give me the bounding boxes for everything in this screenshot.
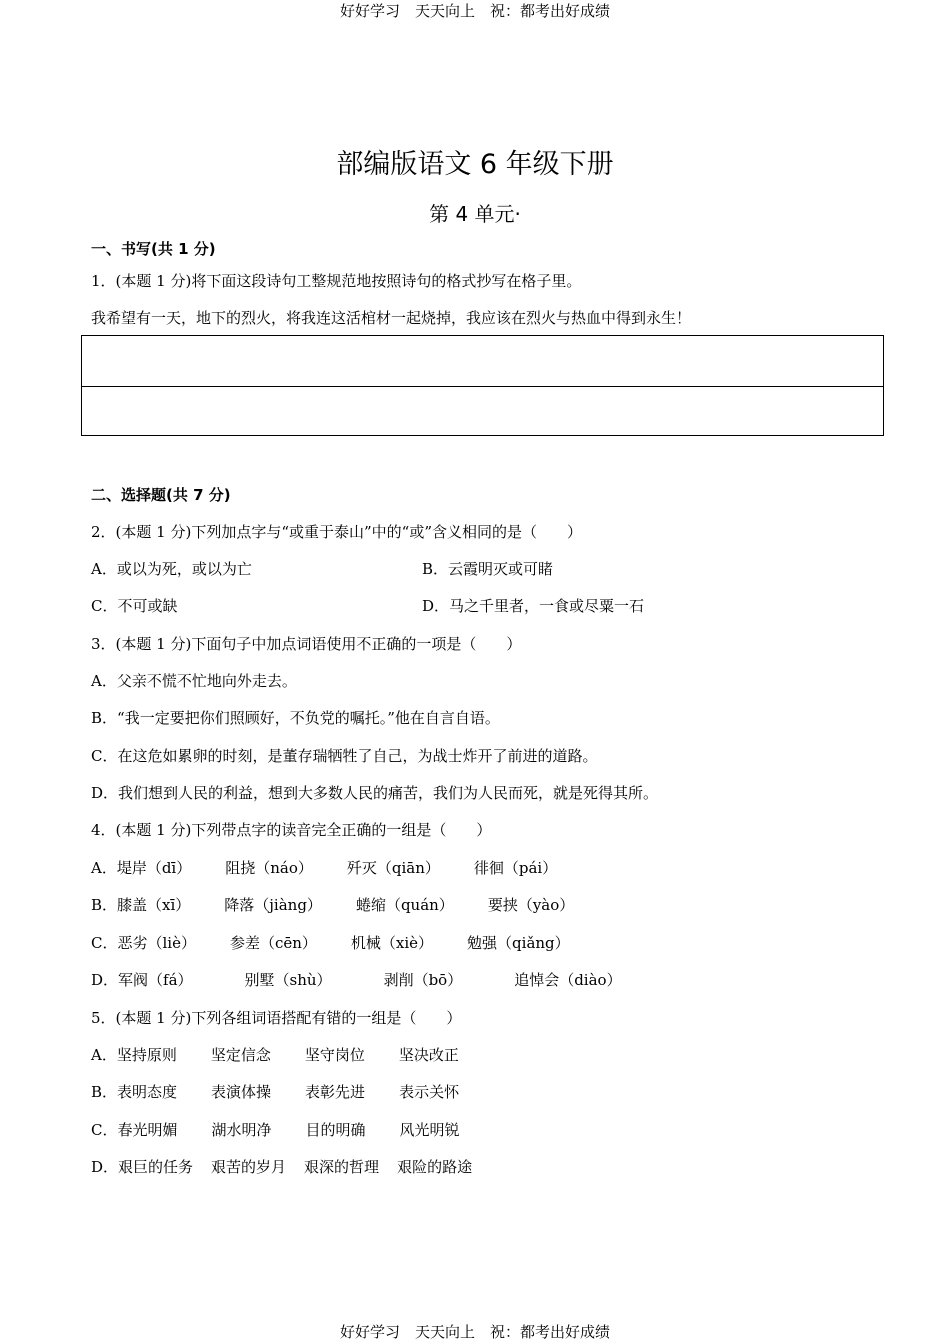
question-2-option-a[interactable]: A．或以为死，或以为亡 <box>91 560 252 578</box>
question-3-option-a[interactable]: A．父亲不慌不忙地向外走去。 <box>91 672 297 690</box>
writing-grid-row-2[interactable] <box>82 386 883 436</box>
question-1-text: 我希望有一天，地下的烈火，将我连这活棺材一起烧掉，我应该在烈火与热血中得到永生！ <box>91 309 692 327</box>
option-item: 风光明锐 <box>399 1121 460 1139</box>
section-writing-heading: 一、书写(共 1 分) <box>91 240 216 258</box>
page-header: 好好学习 天天向上 祝：都考出好成绩 <box>339 2 610 20</box>
option-item: 表演体操 <box>211 1083 272 1101</box>
question-4-option-a[interactable] <box>91 857 591 878</box>
option-item: C．恶劣（liè） <box>91 934 196 952</box>
question-3-option-d[interactable]: D．我们想到人民的利益，想到大多数人民的痛苦，我们为人民而死，就是死得其所。 <box>91 784 659 802</box>
option-item: 歼灭（qiān） <box>346 859 440 877</box>
question-5-option-d[interactable] <box>91 1156 506 1177</box>
option-item: B．膝盖（xī） <box>91 896 191 914</box>
question-4-option-d[interactable] <box>91 969 656 990</box>
option-item: 蜷缩（quán） <box>355 896 454 914</box>
document-title: 部编版语文 6 年级下册 <box>336 149 614 180</box>
option-item: 追悼会（diào） <box>514 971 622 989</box>
option-item: 坚决改正 <box>398 1046 459 1064</box>
option-item: C．春光明媚 <box>91 1121 178 1139</box>
option-item: D．艰巨的任务 <box>91 1158 194 1176</box>
option-item: B．表明态度 <box>91 1083 178 1101</box>
question-5-option-a[interactable] <box>91 1044 493 1065</box>
option-item: 参差（cēn） <box>229 934 317 952</box>
option-item: 坚定信念 <box>210 1046 271 1064</box>
option-item: 阻挠（náo） <box>225 859 313 877</box>
option-item: 艰苦的岁月 <box>211 1158 287 1176</box>
question-4-stem: 4．(本题 1 分)下列带点字的读音完全正确的一组是（ ） <box>91 821 492 839</box>
question-2-stem: 2．(本题 1 分)下列加点字与“或重于泰山”中的“或”含义相同的是（ ） <box>91 523 583 541</box>
option-item: D．军阀（fá） <box>91 971 193 989</box>
section-choice-heading: 二、选择题(共 7 分) <box>91 486 231 504</box>
question-5-option-c[interactable] <box>91 1119 494 1140</box>
question-3-stem: 3．(本题 1 分)下面句子中加点词语使用不正确的一项是（ ） <box>91 635 522 653</box>
option-item: 别墅（shù） <box>244 971 332 989</box>
writing-grid[interactable] <box>81 335 884 436</box>
option-item: 剥削（bō） <box>383 971 463 989</box>
option-item: 表示关怀 <box>399 1083 460 1101</box>
option-item: 勉强（qiǎng） <box>467 934 570 952</box>
question-4-option-c[interactable] <box>91 932 604 953</box>
option-item: A．坚持原则 <box>91 1046 177 1064</box>
unit-subtitle: 第 4 单元· <box>429 202 521 226</box>
question-1-stem: 1．(本题 1 分)将下面这段诗句工整规范地按照诗句的格式抄写在格子里。 <box>91 272 582 290</box>
question-4-option-b[interactable] <box>91 894 608 915</box>
question-2-option-c[interactable]: C．不可或缺 <box>91 597 178 615</box>
option-item: 徘徊（pái） <box>473 859 558 877</box>
question-5-stem: 5．(本题 1 分)下列各组词语搭配有错的一组是（ ） <box>91 1009 462 1027</box>
option-item: 艰险的路途 <box>397 1158 473 1176</box>
question-5-option-b[interactable] <box>91 1081 493 1102</box>
page-footer: 好好学习 天天向上 祝：都考出好成绩 <box>339 1323 610 1341</box>
question-3-option-c[interactable]: C．在这危如累卵的时刻，是董存瑞牺牲了自己，为战士炸开了前进的道路。 <box>91 747 598 765</box>
question-2-option-b[interactable]: B．云霞明灭或可睹 <box>422 560 554 578</box>
option-item: 坚守岗位 <box>304 1046 365 1064</box>
question-3-option-b[interactable]: B．“我一定要把你们照顾好，不负党的嘱托。”他在自言自语。 <box>91 709 500 727</box>
option-item: 艰深的哲理 <box>304 1158 380 1176</box>
option-item: A．堤岸（dī） <box>91 859 192 877</box>
option-item: 表彰先进 <box>305 1083 366 1101</box>
option-item: 目的明确 <box>305 1121 366 1139</box>
option-item: 降落（jiàng） <box>224 896 322 914</box>
writing-grid-row-1[interactable] <box>82 336 883 386</box>
question-2-option-d[interactable]: D．马之千里者，一食或尽粟一石 <box>422 597 645 615</box>
option-item: 机械（xiè） <box>350 934 434 952</box>
option-item: 要挟（yào） <box>487 896 575 914</box>
option-item: 湖水明净 <box>211 1121 272 1139</box>
